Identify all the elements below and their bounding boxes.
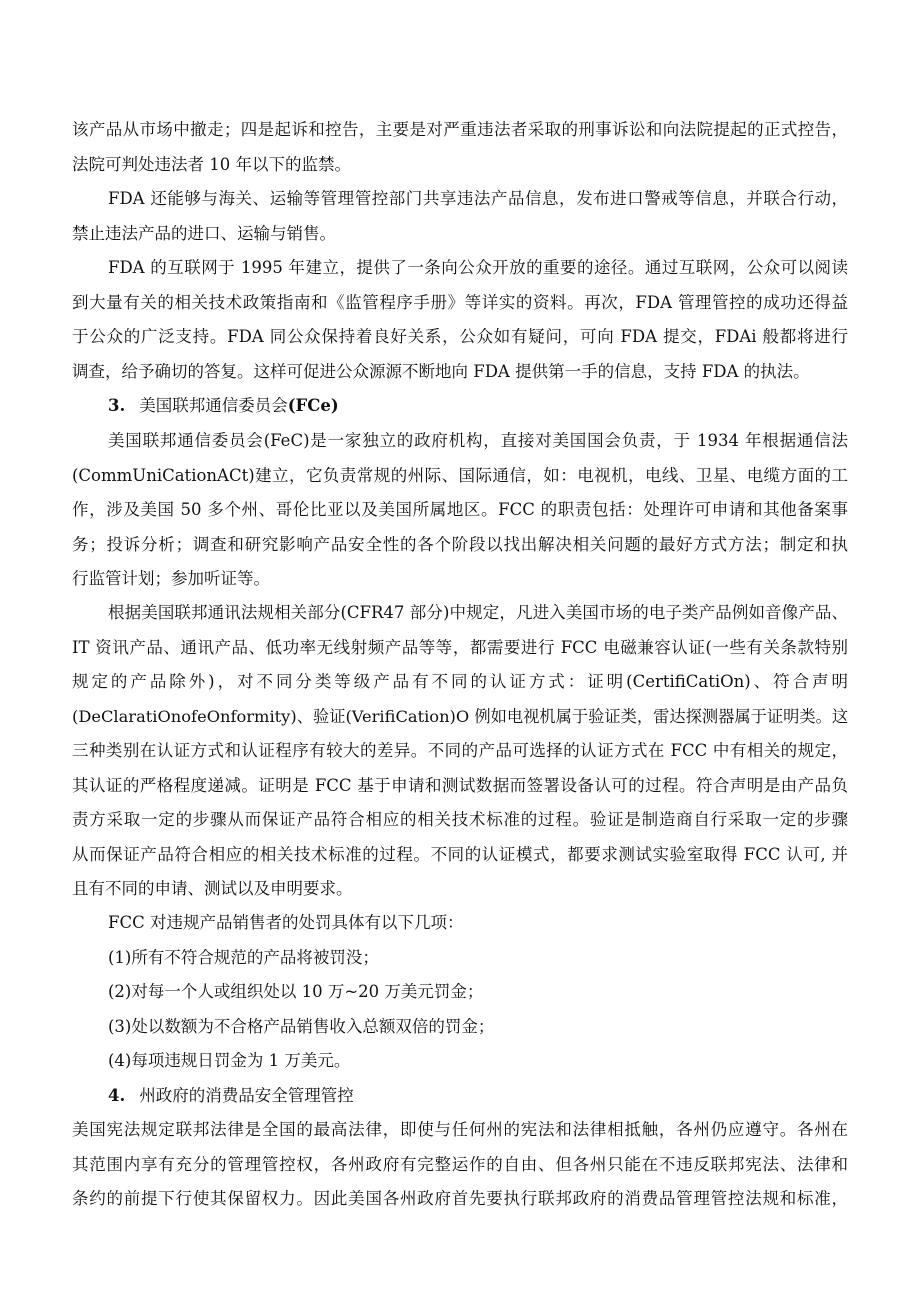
list-item: (4)每项违规日罚金为 1 万美元。 (108, 1051, 351, 1070)
paragraph-fcc-certification (72, 596, 848, 907)
list-item: (2)对每一个人或组织处以 10 万~20 万美元罚金； (108, 982, 484, 1001)
text-line: 行监管计划；参加听证等。 (72, 569, 270, 588)
heading-text: 美国联邦通信委员会 (139, 396, 288, 415)
text-line: 根据美国联邦通讯法规相关部分(CFR47 部分)中规定，凡进入美国市场的电子类产品例如音像产品、 (108, 603, 848, 622)
list-item: (1)所有不符合规范的产品将被罚没； (108, 947, 379, 967)
text-line: IT 资讯产品、通讯产品、低功率无线射频产品等等，都需要进行 FCC 电磁兼容认证(一些有关条款特别 (72, 637, 848, 657)
list-item: (3)处以数额为不合格产品销售收入总额双倍的罚金； (108, 1016, 495, 1036)
text-line: 美国宪法规定联邦法律是全国的最高法律，即使与任何州的宪法和法律相抵触，各州仍应遵守。各州在 (72, 1120, 848, 1139)
text-line: 于公众的广泛支持。FDA 同公众保持着良好关系，公众如有疑问，可向 FDA 提交，FDAi 般都将进行 (72, 327, 848, 346)
text-line: 条约的前提下行使其保留权力。因此美国各州政府首先要执行联邦政府的消费品管理管控法规和标准， (72, 1189, 848, 1208)
text-line: 作，涉及美国 50 多个州、哥伦比亚以及美国所属地区。FCC 的职责包括：处理许可申请和其他备案事 (72, 500, 848, 519)
text-line: 三种类别在认证方式和认证程序有较大的差异。不同的产品可选择的认证方式在 FCC 中有相关的规定， (72, 741, 848, 760)
text-line: 禁止违法产品的进口、运输与销售。 (72, 223, 336, 243)
text-line: 责方采取一定的步骤从而保证产品符合相应的相关技术标准的过程。验证是制造商自行采取一定的步骤 (72, 810, 848, 829)
text-line: FDA 的互联网于 1995 年建立，提供了一条向公众开放的重要的途径。通过互联网，公众可以阅读 (108, 258, 848, 277)
text-line: 该产品从市场中撤走；四是起诉和控告，主要是对严重违法者采取的刑事诉讼和向法院提起的正式控告， (72, 120, 848, 139)
text-line: 法院可判处违法者 10 年以下的监禁。 (72, 154, 351, 174)
paragraph-fda-enforcement (72, 113, 848, 389)
text-line: 从而保证产品符合相应的相关技术标准的过程。不同的认证模式，都要求测试实验室取得 FCC 认可, 并 (72, 844, 848, 864)
text-line: 到大量有关的相关技术政策指南和《监管程序手册》等详实的资料。再次，FDA 管理管控的成功还得益 (72, 292, 848, 312)
text-line: FDA 还能够与海关、运输等管理管控部门共享违法产品信息，发布进口警戒等信息，并联合行动， (108, 189, 848, 208)
paragraph-fcc (72, 424, 848, 597)
text-line: 调查，给予确切的答复。这样可促进公众源源不断地向 FDA 提供第一手的信息，支持 FDA 的执法。 (72, 361, 810, 381)
text-line: (DeClaratiOnofeOnformity)、验证(VerifiCation)O 例如电视机属于验证类，雷达探测器属于证明类。这 (72, 706, 848, 726)
section-heading-4 (72, 1079, 848, 1114)
text-line: 务；投诉分析；调查和研究影响产品安全性的各个阶段以找出解决相关问题的最好方式方法；制定和执 (72, 534, 848, 554)
text-line: 其范围内享有充分的管理管控权，各州政府有完整运作的自由、但各州只能在不违反联邦宪法、法律和 (72, 1154, 848, 1174)
list-fcc-penalties (72, 906, 848, 1079)
section-heading-3 (72, 389, 848, 424)
list-intro: FCC 对违规产品销售者的处罚具体有以下几项： (108, 913, 464, 932)
text-line: 美国联邦通信委员会(FeC)是一家独立的政府机构，直接对美国国会负责，于 1934 年根据通信法 (108, 431, 848, 450)
text-line: 且有不同的申请、测试以及申明要求。 (72, 879, 353, 898)
text-line: 其认证的严格程度递减。证明是 FCC 基于申请和测试数据而签署设备认可的过程。符合声明是由产品负 (72, 775, 848, 795)
heading-number: 4. (108, 1086, 126, 1105)
text-line: (CommUniCationACt)建立，它负责常规的州际、国际通信，如：电视机，电线、卫星、电缆方面的工 (72, 465, 848, 485)
text-line: 规定的产品除外)，对不同分类等级产品有不同的认证方式：证明(CertifiCatiOn)、符合声明 (72, 672, 848, 691)
heading-number: 3. (108, 396, 126, 415)
paragraph-state-government (72, 1113, 848, 1217)
heading-text: 州政府的消费品安全管理管控 (139, 1086, 354, 1105)
heading-abbr: (FCe) (287, 396, 339, 415)
